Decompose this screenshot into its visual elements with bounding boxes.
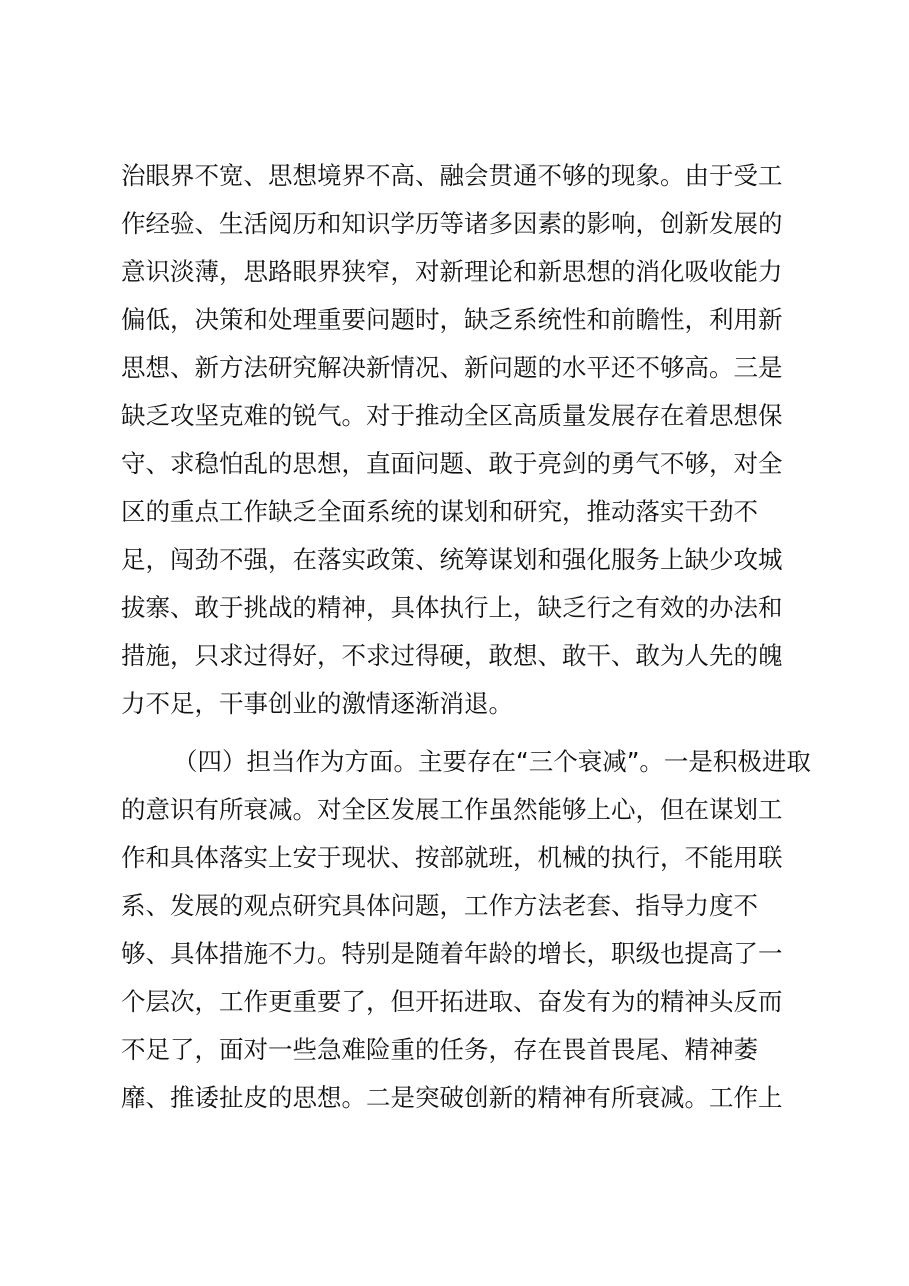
paragraph-2-line: 够、具体措施不力。特别是随着年龄的增长，职级也提高了一 (121, 939, 783, 968)
paragraph-1-line: 缺乏攻坚克难的锐气。对于推动全区高质量发展存在着思想保 (121, 401, 783, 430)
paragraph-1-line: 偏低，决策和处理重要问题时，缺乏系统性和前瞻性，利用新 (121, 305, 783, 334)
paragraph-1-line: 措施，只求过得好，不求过得硬，敢想、敢干、敢为人先的魄 (121, 641, 783, 670)
paragraph-1-line: 意识淡薄，思路眼界狭窄，对新理论和新思想的消化吸收能力 (121, 257, 783, 286)
paragraph-2-line: 作和具体落实上安于现状、按部就班，机械的执行，不能用联 (121, 843, 783, 872)
paragraph-2-line: 靡、推诿扯皮的思想。二是突破创新的精神有所衰减。工作上 (121, 1083, 783, 1112)
paragraph-1-line: 区的重点工作缺乏全面系统的谋划和研究，推动落实干劲不 (121, 497, 758, 526)
paragraph-2-line: 不足了，面对一些急难险重的任务，存在畏首畏尾、精神萎 (121, 1035, 758, 1064)
paragraph-2-line: （四）担当作为方面。主要存在“三个衰减”。一是积极进取 (173, 747, 811, 776)
paragraph-1-line: 力不足，干事创业的激情逐渐消退。 (121, 689, 513, 718)
paragraph-1-line: 拔寨、敢于挑战的精神，具体执行上，缺乏行之有效的办法和 (121, 593, 783, 622)
paragraph-1-line: 足，闯劲不强，在落实政策、统筹谋划和强化服务上缺少攻城 (121, 545, 783, 574)
paragraph-1-line: 作经验、生活阅历和知识学历等诸多因素的影响，创新发展的 (121, 209, 783, 238)
paragraph-2-line: 系、发展的观点研究具体问题，工作方法老套、指导力度不 (121, 891, 758, 920)
paragraph-1-line: 治眼界不宽、思想境界不高、融会贯通不够的现象。由于受工 (121, 161, 783, 190)
paragraph-2-line: 的意识有所衰减。对全区发展工作虽然能够上心，但在谋划工 (121, 795, 783, 824)
paragraph-2-line: 个层次，工作更重要了，但开拓进取、奋发有为的精神头反而 (121, 987, 783, 1016)
paragraph-1-line: 守、求稳怕乱的思想，直面问题、敢于亮剑的勇气不够，对全 (121, 449, 783, 478)
paragraph-1-line: 思想、新方法研究解决新情况、新问题的水平还不够高。三是 (121, 353, 783, 382)
